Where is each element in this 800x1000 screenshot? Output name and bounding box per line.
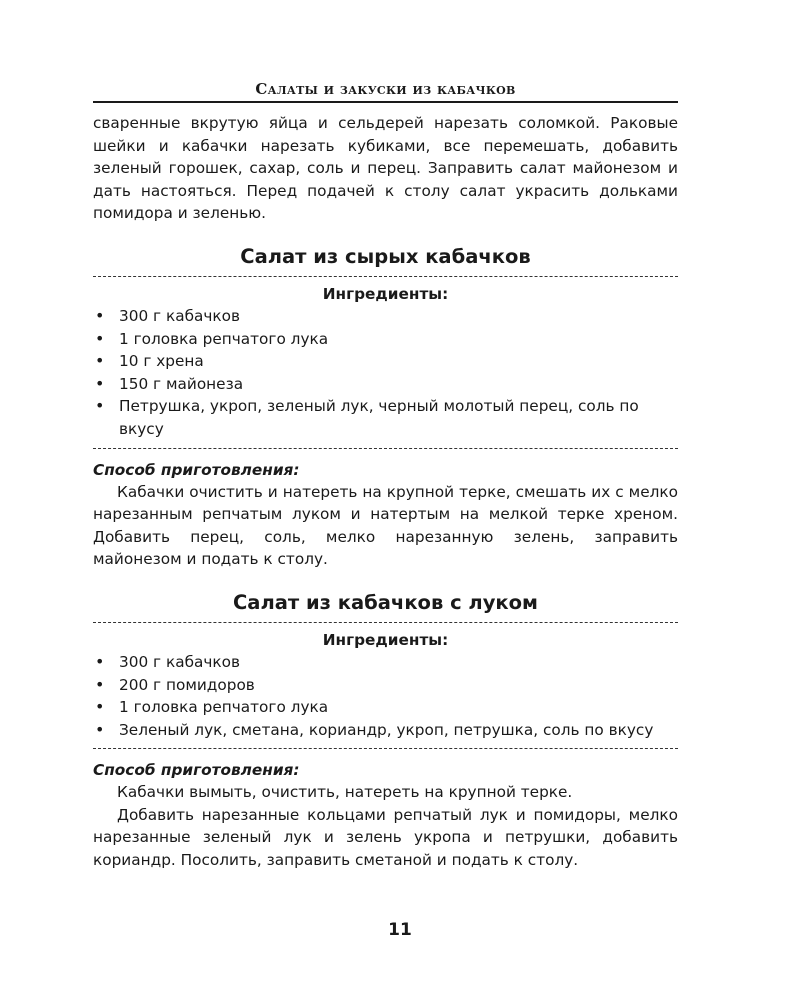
method-paragraph: Добавить нарезанные кольцами репчатый лук и помидоры, мелко нарезанные зеленый лук и зелень укропа и петрушки, добавить кориандр. Посолить, заправить сметаной и подать к столу. bbox=[93, 805, 678, 870]
recipe-title: Салат из сырых кабачков bbox=[240, 244, 531, 268]
dashed-divider bbox=[93, 276, 678, 277]
ingredients-heading: Ингредиенты: bbox=[322, 630, 449, 649]
dashed-divider bbox=[93, 622, 678, 623]
recipe-title: Салат из кабачков с луком bbox=[232, 590, 538, 614]
ingredient-item: • Зеленый лук, сметана, кориандр, укроп, петрушка, соль по вкусу bbox=[93, 719, 678, 742]
method-heading: Способ приготовления: bbox=[93, 761, 300, 780]
recipe-zucchini-onion-salad bbox=[93, 590, 678, 872]
ingredient-item: • Петрушка, укроп, зеленый лук, черный молотый перец, соль по вкусу bbox=[93, 395, 678, 440]
ingredient-item: • 1 головка репчатого лука bbox=[93, 696, 678, 719]
dashed-divider bbox=[93, 448, 678, 449]
method-paragraph: Кабачки очистить и натереть на крупной терке, смешать их с мелко нарезанным репчатым луком и натертым на мелкой терке хреном. Добавить перец, соль, мелко нарезанную зелень, заправить майонезом и подать к столу. bbox=[93, 482, 678, 569]
intro-paragraph: сваренные вкрутую яйца и сельдерей нарезать соломкой. Раковые шейки и кабачки нарезать кубиками, все перемешать, добавить зеленый горошек, сахар, соль и перец. Заправить салат майонезом и дать настояться. Перед подачей к столу салат украсить дольками помидора и зеленью. bbox=[93, 114, 678, 223]
ingredients-heading: Ингредиенты: bbox=[322, 284, 449, 303]
recipe-raw-zucchini-salad bbox=[93, 244, 678, 571]
ingredient-item: • 1 головка репчатого лука bbox=[93, 328, 678, 351]
running-head: Салаты и закуски из кабачков bbox=[93, 80, 678, 103]
ingredients-list bbox=[93, 305, 678, 441]
ingredient-item: • 300 г кабачков bbox=[93, 651, 678, 674]
ingredients-list bbox=[93, 651, 678, 741]
ingredient-item: • 300 г кабачков bbox=[93, 305, 678, 328]
page-number: 11 bbox=[388, 920, 412, 940]
dashed-divider bbox=[93, 748, 678, 749]
ingredient-item: • 200 г помидоров bbox=[93, 674, 678, 697]
method-paragraph: Кабачки вымыть, очистить, натереть на крупной терке. bbox=[117, 783, 573, 802]
method-heading: Способ приготовления: bbox=[93, 460, 300, 479]
book-page bbox=[93, 80, 678, 872]
ingredient-item: • 150 г майонеза bbox=[93, 373, 678, 396]
ingredient-item: • 10 г хрена bbox=[93, 350, 678, 373]
